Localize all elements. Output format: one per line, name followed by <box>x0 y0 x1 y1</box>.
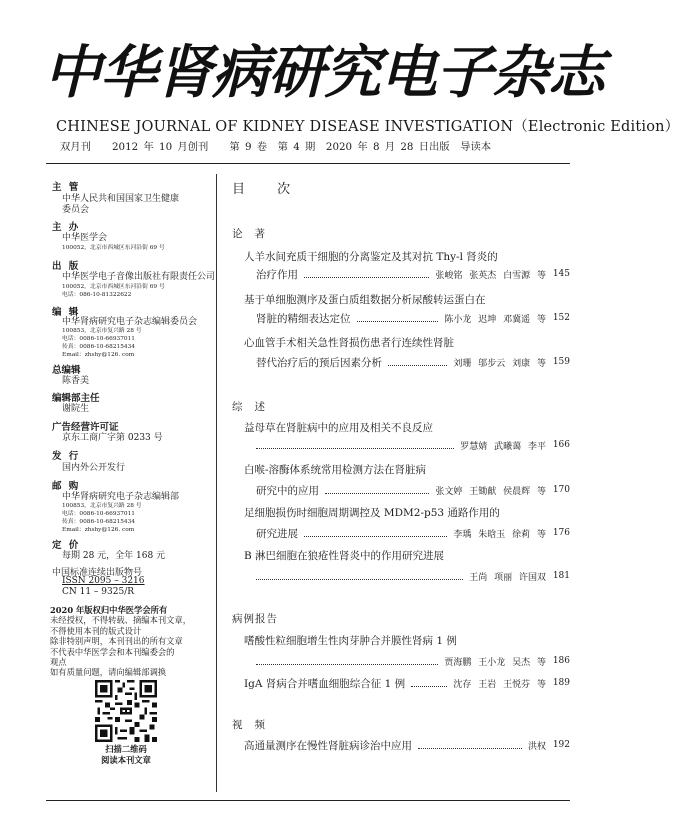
article-title-cont: 肾脏的精细表达定位 <box>256 312 351 325</box>
article-title-cont: 研究进展 <box>256 527 298 540</box>
publish-date: 2020 年 8 月 28 日出版 <box>325 141 450 153</box>
dept-director-value: 谢院生 <box>62 404 90 414</box>
toc-entry[interactable] <box>256 355 570 369</box>
article-page: 192 <box>552 740 570 750</box>
editor-phone: 电话：0086-10-66937011 <box>62 336 135 342</box>
leader-dots <box>388 365 447 366</box>
price-value: 每期 28 元，全年 168 元 <box>62 551 166 561</box>
leader-dots <box>325 493 429 494</box>
toc-entry[interactable] <box>256 267 570 281</box>
mail-order-label: 邮 购 <box>52 481 81 492</box>
qr-caption-line: 阅读本刊文章 <box>101 754 151 765</box>
article-title[interactable]: 足细胞损伤时细胞周期调控及 MDM2-p53 通路作用的 <box>244 507 500 519</box>
article-page: 145 <box>552 269 570 279</box>
article-authors: 罗慧婧 武曦蔼 李平 <box>460 441 546 452</box>
frequency: 双月刊 <box>60 141 91 153</box>
article-page: 176 <box>552 528 570 538</box>
section-title: 综述 <box>232 401 277 413</box>
article-title[interactable]: 白喉-溶酶体系统常用检测方法在肾脏病 <box>244 464 427 476</box>
copyright-notice <box>50 605 216 678</box>
sponsor-value: 中华医学会 <box>62 233 108 243</box>
article-title-cont: 治疗作用 <box>256 268 298 281</box>
article-authors: 陈小龙 迟坤 邓冀遥 等 <box>444 314 546 325</box>
article-authors: 洪权 <box>527 741 546 752</box>
toc-entry[interactable] <box>256 483 570 497</box>
journal-title-en: CHINESE JOURNAL OF KIDNEY DISEASE INVESTIGATION（Electronic Edition） <box>56 119 679 135</box>
article-page: 159 <box>552 357 570 367</box>
top-rule <box>46 163 570 164</box>
issn: ISSN 2095 – 3216 <box>62 576 145 586</box>
mail-order-value: 中华肾病研究电子杂志编辑部 <box>62 492 180 502</box>
leader-dots <box>256 664 438 665</box>
section-title: 视频 <box>232 719 277 731</box>
qr-code[interactable] <box>95 680 157 742</box>
copyright-line: 未经授权，不得转载、摘编本刊文章， <box>50 615 192 626</box>
toc-entry[interactable] <box>256 569 570 583</box>
publisher-value: 中华医学电子音像出版社有限责任公司 <box>62 272 216 282</box>
chief-editor-value: 陈香美 <box>62 376 90 386</box>
host-value-1: 中华人民共和国国家卫生健康 <box>62 194 180 204</box>
article-page: 186 <box>552 656 570 666</box>
article-authors: 李瑀 朱晗玉 徐莉 等 <box>453 529 546 540</box>
copyright-line: 2020 年版权归中华医学会所有 <box>50 605 168 615</box>
article-page: 152 <box>552 313 570 323</box>
ad-license-label: 广告经营许可证 <box>52 422 119 433</box>
article-page: 170 <box>552 485 570 495</box>
article-page: 181 <box>552 571 570 581</box>
leader-dots <box>418 748 522 749</box>
article-title[interactable]: B 淋巴细胞在狼疮性肾炎中的作用研究进展 <box>244 550 445 562</box>
sponsor-address: 100052，北京市西城区东河沿街 69 号 <box>62 245 165 251</box>
toc-entry[interactable] <box>244 738 570 752</box>
article-page: 166 <box>552 440 570 450</box>
leader-dots <box>304 536 447 537</box>
sponsor-label: 主 办 <box>52 222 81 233</box>
volume: 第 9 卷 <box>229 141 268 153</box>
toc-entry[interactable] <box>244 676 570 690</box>
copyright-line: 不得使用本刊的版式设计 <box>50 625 142 636</box>
editor-value: 中华肾病研究电子杂志编辑委员会 <box>62 317 198 327</box>
issue-meta <box>60 138 491 153</box>
article-title-cont: 替代治疗后的预后因素分析 <box>256 356 382 369</box>
mail-order-email: Email：zhshy@126. com <box>62 527 135 533</box>
section-title: 论著 <box>232 228 277 240</box>
editor-fax: 传真：0086-10-68215434 <box>62 344 135 350</box>
article-title[interactable]: 嗜酸性粒细胞增生性肉芽肿合并膜性肾病 1 例 <box>244 635 457 647</box>
section-title: 病例报告 <box>232 613 278 625</box>
article-authors: 张峻铭 张英杰 白雪源 等 <box>435 270 546 281</box>
leader-dots <box>256 448 454 449</box>
leader-dots <box>256 579 463 580</box>
publisher-address: 100052，北京市西城区东河沿街 69 号 <box>62 284 165 290</box>
toc-entry[interactable] <box>256 654 570 668</box>
article-authors: 张文婷 王锄献 侯晨辉 等 <box>435 486 546 497</box>
publisher-phone: 电话：086-10-81322622 <box>62 292 132 298</box>
cn-number: CN 11 – 9325/R <box>62 587 135 597</box>
serial-label: 中国标准连续出版物号 <box>52 568 143 578</box>
publisher-label: 出 版 <box>52 261 81 272</box>
qr-caption <box>62 744 190 765</box>
ad-license-value: 京东工商广字第 0233 号 <box>62 433 163 443</box>
leader-dots <box>411 686 447 687</box>
chief-editor-label: 总编辑 <box>52 365 81 376</box>
mail-order-phone: 电话：0086-10-66937011 <box>62 511 135 517</box>
editor-label: 编 辑 <box>52 307 81 318</box>
article-authors: 沈存 王岩 王悦芬 等 <box>453 679 546 690</box>
leader-dots <box>304 277 429 278</box>
copyright-line: 除非特别声明，本刊刊出的所有文章 <box>50 636 183 647</box>
article-title: IgA 肾病合并嗜血细胞综合征 1 例 <box>244 677 406 690</box>
article-title[interactable]: 基于单细胞测序及蛋白质组数据分析尿酸转运蛋白在 <box>244 294 486 306</box>
price-label: 定 价 <box>52 540 81 551</box>
host-label: 主 管 <box>52 182 81 193</box>
article-authors: 刘珊 邬步云 刘康 等 <box>453 358 546 369</box>
bottom-rule <box>46 800 570 801</box>
journal-title-cn: 中华肾病研究电子杂志 <box>44 40 604 106</box>
dept-director-label: 编辑部主任 <box>52 393 100 404</box>
founded: 2012 年 10 月创刊 <box>111 141 209 153</box>
toc-heading: 目 次 <box>232 182 305 197</box>
qr-caption-line: 扫描二维码 <box>105 744 147 754</box>
article-title: 高通量测序在慢性肾脏病诊治中应用 <box>244 739 412 752</box>
article-title[interactable]: 心血管手术相关急性肾损伤患者行连续性肾脏 <box>244 337 454 349</box>
article-title-cont: 研究中的应用 <box>256 484 319 497</box>
host-value-2: 委员会 <box>62 205 90 215</box>
toc-entry[interactable] <box>256 526 570 540</box>
editor-address: 100853，北京市复兴路 28 号 <box>62 328 142 334</box>
column-divider <box>216 174 217 792</box>
article-title[interactable]: 人羊水间充质干细胞的分离鉴定及其对抗 Thy-l 肾炎的 <box>244 251 498 263</box>
distribution-label: 发 行 <box>52 451 81 462</box>
distribution-value: 国内外公开发行 <box>62 463 126 473</box>
leader-dots <box>357 321 439 322</box>
edition: 导读本 <box>460 141 492 153</box>
copyright-line: 不代表中华医学会和本刊编委会的 <box>50 646 175 657</box>
toc-entry[interactable] <box>256 311 570 325</box>
copyright-line: 如有质量问题，请向编辑部调换 <box>50 667 167 678</box>
mail-order-fax: 传真：0086-10-68215434 <box>62 519 135 525</box>
issue: 第 4 期 <box>277 141 316 153</box>
article-authors: 王尚 项丽 许国双 <box>469 572 546 583</box>
toc-entry[interactable] <box>256 438 570 452</box>
copyright-line: 观点 <box>50 657 67 668</box>
article-authors: 贾海鹏 王小龙 吴杰 等 <box>444 657 546 668</box>
editor-email: Email：zhshy@126. com <box>62 352 135 358</box>
mail-order-address: 100853，北京市复兴路 28 号 <box>62 503 142 509</box>
article-title[interactable]: 益母草在肾脏病中的应用及相关不良反应 <box>244 422 433 434</box>
article-page: 189 <box>552 678 570 688</box>
